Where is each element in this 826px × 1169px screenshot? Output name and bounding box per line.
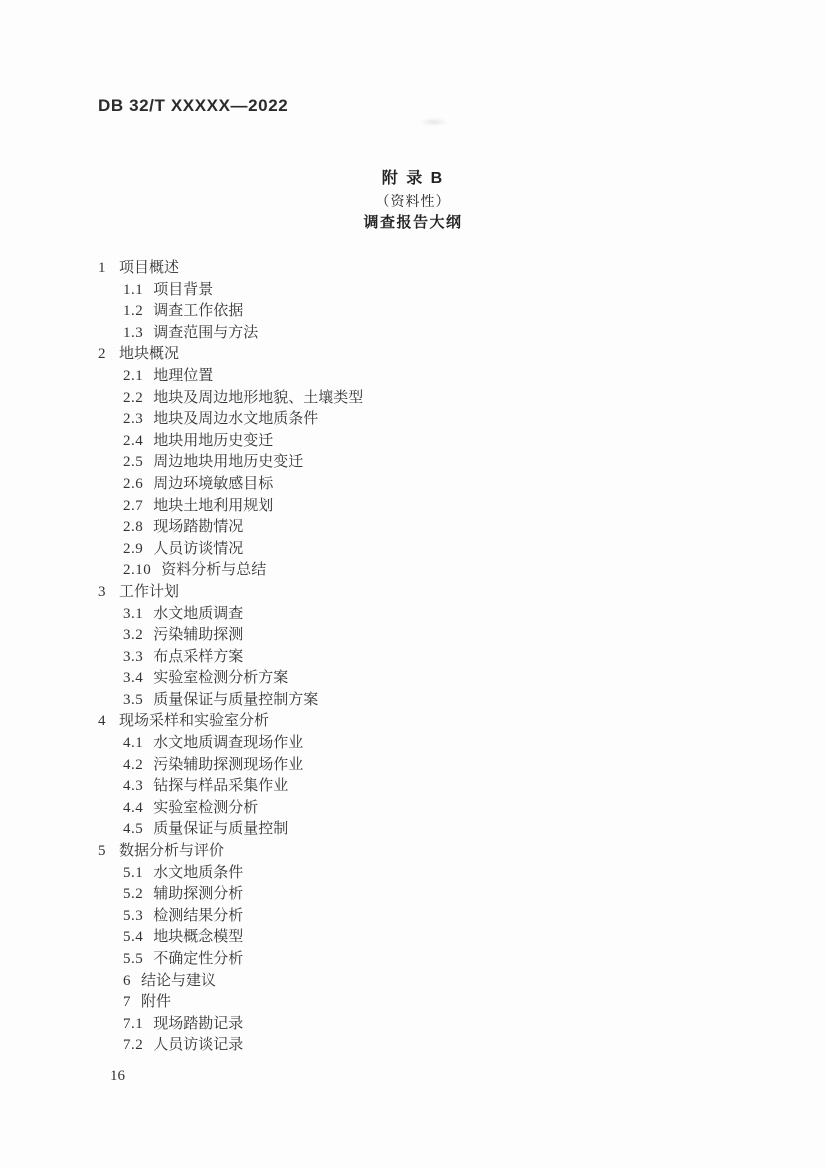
outline-item-number: 5.3 — [123, 907, 144, 924]
outline-item — [98, 776, 363, 798]
outline-item — [98, 280, 363, 302]
outline-item — [98, 301, 363, 323]
outline-item-label: 周边地块用地历史变迁 — [153, 454, 304, 471]
outline-item-label: 水文地质条件 — [153, 864, 244, 881]
outline-item-number: 4.4 — [123, 799, 144, 816]
outline-item-number: 1.3 — [123, 324, 144, 341]
outline-item-number: 4 — [98, 713, 106, 730]
outline-item — [98, 539, 363, 561]
outline-item — [98, 474, 363, 496]
outline-item — [98, 344, 363, 366]
outline-item-label: 实验室检测分析方案 — [153, 670, 289, 687]
report-outline — [98, 258, 363, 1057]
outline-item — [98, 388, 363, 410]
outline-item — [98, 517, 363, 539]
outline-item-label: 检测结果分析 — [153, 907, 244, 924]
outline-item — [98, 647, 363, 669]
outline-item-number: 2.8 — [123, 519, 144, 536]
outline-item-label: 现场踏勘记录 — [153, 1015, 244, 1032]
outline-item-number: 5.2 — [123, 886, 144, 903]
outline-item-label: 不确定性分析 — [153, 951, 244, 967]
outline-item-label: 实验室检测分析 — [153, 799, 259, 816]
outline-item-label: 地块用地历史变迁 — [153, 432, 274, 449]
outline-item-label: 水文地质调查现场作业 — [153, 735, 304, 752]
outline-item-label: 数据分析与评价 — [119, 843, 225, 860]
outline-item — [98, 258, 363, 280]
outline-item-number: 3.3 — [123, 648, 144, 665]
outline-item-number: 2.10 — [123, 562, 152, 579]
outline-item — [98, 949, 363, 971]
appendix-title-block — [0, 168, 826, 234]
outline-item — [98, 819, 363, 841]
outline-item-label: 工作计划 — [119, 583, 180, 600]
outline-item-number: 2.2 — [123, 389, 144, 406]
outline-item-number: 4.2 — [123, 756, 144, 773]
outline-item-label: 项目概述 — [119, 260, 180, 276]
outline-item — [98, 452, 363, 474]
outline-item — [98, 733, 363, 755]
outline-item — [98, 927, 363, 949]
outline-item-number: 4.5 — [123, 821, 144, 838]
outline-item — [98, 366, 363, 388]
outline-item — [98, 841, 363, 863]
appendix-subtitle: 调查报告大纲 — [363, 214, 463, 231]
outline-item-label: 周边环境敏感目标 — [153, 475, 274, 492]
outline-item — [98, 971, 363, 993]
outline-item-number: 1.1 — [123, 281, 144, 298]
outline-item-number: 5.1 — [123, 864, 144, 881]
outline-item-number: 2.1 — [123, 367, 144, 384]
outline-item-number: 7.2 — [123, 1037, 144, 1054]
outline-item-number: 1 — [98, 260, 106, 276]
outline-item-number: 5 — [98, 843, 106, 860]
outline-item-number: 3.1 — [123, 605, 144, 622]
outline-item — [98, 625, 363, 647]
outline-item-label: 地块土地利用规划 — [153, 497, 274, 514]
outline-item — [98, 582, 363, 604]
appendix-informative-label: （资料性） — [375, 193, 451, 209]
outline-item — [98, 1035, 363, 1057]
outline-item — [98, 496, 363, 518]
outline-item-label: 污染辅助探测现场作业 — [153, 756, 304, 773]
scan-smudge-artifact — [420, 118, 448, 126]
outline-item-number: 6 — [123, 972, 131, 989]
outline-item-label: 调查工作依据 — [153, 303, 244, 320]
outline-item-number: 2.6 — [123, 475, 144, 492]
outline-item-number: 3.4 — [123, 670, 144, 687]
outline-item — [98, 863, 363, 885]
appendix-title: 附 录 B — [381, 170, 445, 187]
outline-item-number: 3.2 — [123, 627, 144, 644]
outline-item-label: 地理位置 — [153, 367, 214, 384]
outline-item — [98, 604, 363, 626]
outline-item-number: 2.5 — [123, 454, 144, 471]
outline-item-number: 3.5 — [123, 691, 144, 708]
outline-item-number: 5.5 — [123, 951, 144, 967]
outline-item-number: 2.9 — [123, 540, 144, 557]
outline-item — [98, 560, 363, 582]
outline-item-label: 钻探与样品采集作业 — [153, 778, 289, 795]
outline-item-number: 2.7 — [123, 497, 144, 514]
outline-item-number: 7 — [123, 994, 131, 1011]
outline-item-label: 结论与建议 — [141, 972, 217, 989]
outline-item — [98, 755, 363, 777]
outline-item — [98, 409, 363, 431]
outline-item — [98, 906, 363, 928]
outline-item-label: 布点采样方案 — [153, 648, 244, 665]
outline-item-label: 地块及周边地形地貌、土壤类型 — [153, 389, 364, 406]
outline-item-number: 2 — [98, 346, 106, 363]
outline-item-label: 人员访谈情况 — [153, 540, 244, 557]
outline-item-label: 污染辅助探测 — [153, 627, 244, 644]
outline-item-label: 水文地质调查 — [153, 605, 244, 622]
page-number: 16 — [110, 1068, 125, 1084]
outline-item — [98, 431, 363, 453]
outline-item — [98, 323, 363, 345]
outline-item-label: 辅助探测分析 — [153, 886, 244, 903]
outline-item-number: 4.1 — [123, 735, 144, 752]
outline-item — [98, 798, 363, 820]
outline-item-label: 资料分析与总结 — [161, 562, 267, 579]
outline-item — [98, 1014, 363, 1036]
outline-item-label: 附件 — [141, 994, 172, 1011]
outline-item-number: 1.2 — [123, 303, 144, 320]
outline-item-label: 项目背景 — [153, 281, 214, 298]
outline-item-label: 质量保证与质量控制方案 — [153, 691, 319, 708]
outline-item-number: 3 — [98, 583, 106, 600]
outline-item-label: 地块及周边水文地质条件 — [153, 411, 319, 428]
outline-item — [98, 884, 363, 906]
outline-item-number: 7.1 — [123, 1015, 144, 1032]
outline-item — [98, 690, 363, 712]
outline-item-label: 质量保证与质量控制 — [153, 821, 289, 838]
outline-item — [98, 668, 363, 690]
outline-item-label: 调查范围与方法 — [153, 324, 259, 341]
outline-item-label: 人员访谈记录 — [153, 1037, 244, 1054]
outline-item-number: 4.3 — [123, 778, 144, 795]
outline-item — [98, 992, 363, 1014]
outline-item-label: 现场采样和实验室分析 — [119, 713, 270, 730]
outline-item — [98, 711, 363, 733]
outline-item-label: 现场踏勘情况 — [153, 519, 244, 536]
outline-item-number: 2.4 — [123, 432, 144, 449]
outline-item-label: 地块概念模型 — [153, 929, 244, 946]
outline-item-label: 地块概况 — [119, 346, 180, 363]
outline-item-number: 5.4 — [123, 929, 144, 946]
outline-item-number: 2.3 — [123, 411, 144, 428]
standard-number-header: DB 32/T XXXXX—2022 — [98, 96, 289, 115]
